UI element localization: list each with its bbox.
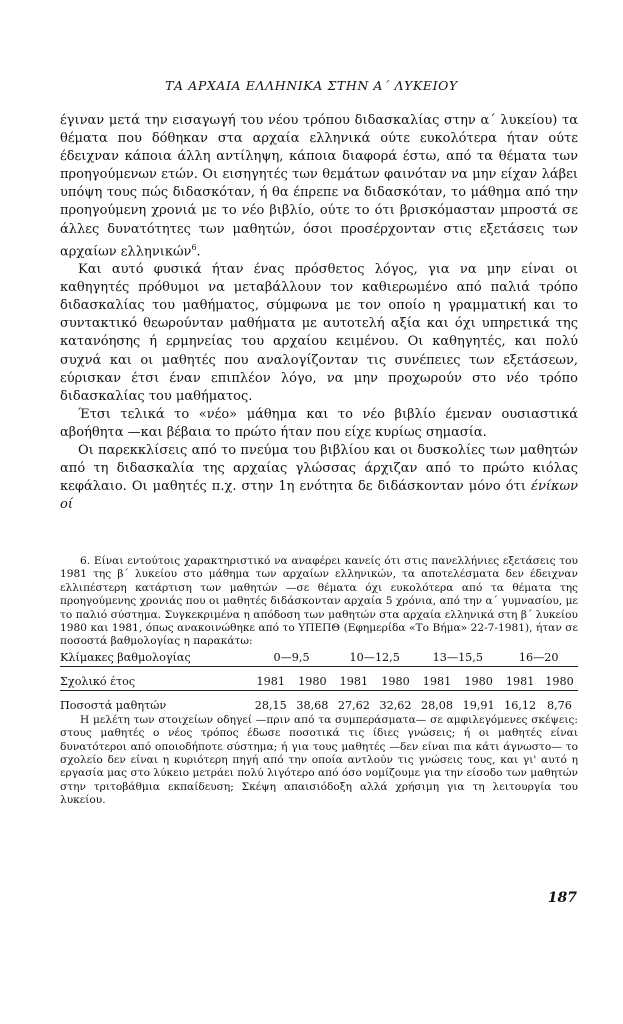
year-cell: 1980 [298, 674, 327, 688]
scale-cell: 10—12,5 [349, 650, 400, 664]
scale-cell: 0—9,5 [273, 650, 310, 664]
year-row [60, 673, 578, 691]
scale-cell: 16—20 [518, 650, 559, 664]
running-head: ΤΑ ΑΡΧΑΙΑ ΕΛΛΗΝΙΚΑ ΣΤΗΝ Α΄ ΛΥΚΕΙΟΥ [165, 78, 458, 93]
year-cell: 1981 [339, 674, 369, 688]
year-cell: 1981 [256, 674, 286, 688]
footnote-ref[interactable]: 6 [191, 242, 197, 252]
paragraph-1-text: έγιναν μετά την εισαγωγή του νέου τρόπου διδασκαλίας στην α΄ λυκείου) τα θέματα που δόθηκαν στα αρχαία ελληνικά ούτε ευκολότερα ήταν ούτε έδειχναν κάποια άλλη αντίληψη, κάποια διαφορά έστω, από τα θέματα των προηγούμενων ετών. Οι εισηγητές των θεμάτων φαινόταν να μην είχαν λάβει υπόψη τους πώς διδασκόταν, ή θα έπρεπε να διδασκόταν, το μάθημα από την προηγούμενη χρονιά με το νέο βιβλίο, ούτε το ότι βρισκόμασταν μπροστά σε άλλες δυνατότητες των μαθητών, όσοι προσέρχονταν στις εξετάσεις των αρχαίων ελληνικών [60, 113, 578, 259]
footnote-text: 6. Είναι εντούτοις χαρακτηριστικό να αναφέρει κανείς ότι στις πανελλήνιες εξετάσεις του 1981 της β΄ λυκείου στο μάθημα των αρχαίων ελληνικών, τα αποτελέσματα δεν έδειχναν ελλιπέστερη κατάρτιση των μαθητών —σε θέματα όχι ευκολότερα από τα θέματα της προηγούμενης χρονιάς που οι μαθητές διδάσκονταν αρχαία 5 χρόνια, από την α΄ γυμνασίου, με το παλιό σύστημα. Συγκεκριμένα η απόδοση των μαθητών στα αρχαία ελληνικά στη β΄ λυκείου 1980 και 1981, όπως ανακοινώθηκε από το ΥΠΕΠΘ (Εφημερίδα «Το Βήμα» 22-7-1981), ήταν σε ποσοστά βαθμολογίας η παρακάτω: [60, 555, 578, 648]
year-cell: 1980 [381, 674, 410, 688]
percentage-label: Ποσοστά μαθητών [60, 698, 167, 712]
percentage-cell: 8,76 [547, 698, 572, 712]
footnote-6 [60, 555, 578, 808]
percentage-cell: 19,91 [462, 698, 495, 712]
paragraph-4-text: Οι παρεκκλίσεις από το πνεύμα του βιβλίου και οι δυσκολίες των μαθητών από τη διδασκαλία της αρχαίας γλώσσας άρχιζαν από το πρώτο κιόλας κεφάλαιο. Οι μαθητές π.χ. στην 1η ενότητα δε διδάσκονταν μόνο ότι [60, 443, 578, 495]
scale-cell: 13—15,5 [432, 650, 483, 664]
percentage-cell: 28,08 [421, 698, 454, 712]
year-label: Σχολικό έτος [60, 674, 136, 688]
percentage-row [60, 697, 578, 714]
footnote-conclusion: Η μελέτη των στοιχείων οδηγεί —πριν από τα συμπεράσματα— σε αμφιλεγόμενες σκέψεις: στους μαθητές ο νέος τρόπος έδωσε ποσοτικά τις ίδιες γνώσεις; ή οι μαθητές είναι δυνατότεροι από οποιοδήποτε σύστημα; ή για τους μαθητές —δεν είναι πια κάτι άγνωστο— το σχολείο δεν είναι η κυριότερη πηγή από την οποία αντλούν τις γνώσεις τους, και γι' αυτό η εργασία μας στο λύκειο μετράει πολύ λιγότερο από όσο νομίζουμε για την είσοδο των μαθητών στην τριτοβάθμια εκπαίδευση; Σκέψη απαισιόδοξη αλλά χρήσιμη για τη λειτουργία του λυκείου. [60, 713, 578, 807]
grade-table [60, 649, 578, 714]
scale-row [60, 649, 578, 667]
percentage-cell: 27,62 [337, 698, 370, 712]
year-cell: 1980 [464, 674, 493, 688]
paragraph-4 [60, 442, 578, 514]
percentage-cell: 16,12 [504, 698, 537, 712]
scale-label: Κλίμακες βαθμολογίας [60, 650, 191, 664]
paragraph-3: Έτσι τελικά το «νέο» μάθημα και το νέο βιβλίο έμεναν ουσιαστικά αβοήθητα —και βέβαια το πρώτο ήταν που είχε κυρίως σημασία. [60, 406, 578, 440]
page-number: 187 [547, 890, 577, 906]
percentage-cell: 38,68 [296, 698, 329, 712]
paragraph-2: Και αυτό φυσικά ήταν ένας πρόσθετος λόγος, για να μην είναι οι καθηγητές πρόθυμοι να μεταβάλλουν τον καθιερωμένο από παλιά τρόπο διδασκαλίας του μαθήματος, σύμφωνα με τον οποίο η γραμματική και το συντακτικό θεωρούνταν μαθήματα με αυτοτελή αξία και όχι υπηρετικά της κατανόησης ή ερμηνείας του αρχαίου κειμένου. Οι καθηγητές, και πολύ συχνά και οι μαθητές που αναλογίζονταν τις συνέπειες των εξετάσεων, εύρισκαν έτσι έναν επιπλέον λόγο, να μην προχωρούν στο νέο τρόπο διδασκαλίας του μαθήματος. [60, 262, 578, 404]
year-cell: 1980 [545, 674, 574, 688]
year-cell: 1981 [422, 674, 452, 688]
percentage-cell: 28,15 [254, 698, 287, 712]
paragraph-1 [60, 112, 578, 261]
paragraph-1-end: . [196, 243, 201, 259]
percentage-cell: 32,62 [379, 698, 412, 712]
body-text [60, 112, 578, 514]
paragraph-4-italic: ένίκων οί [60, 479, 578, 513]
year-cell: 1981 [505, 674, 535, 688]
